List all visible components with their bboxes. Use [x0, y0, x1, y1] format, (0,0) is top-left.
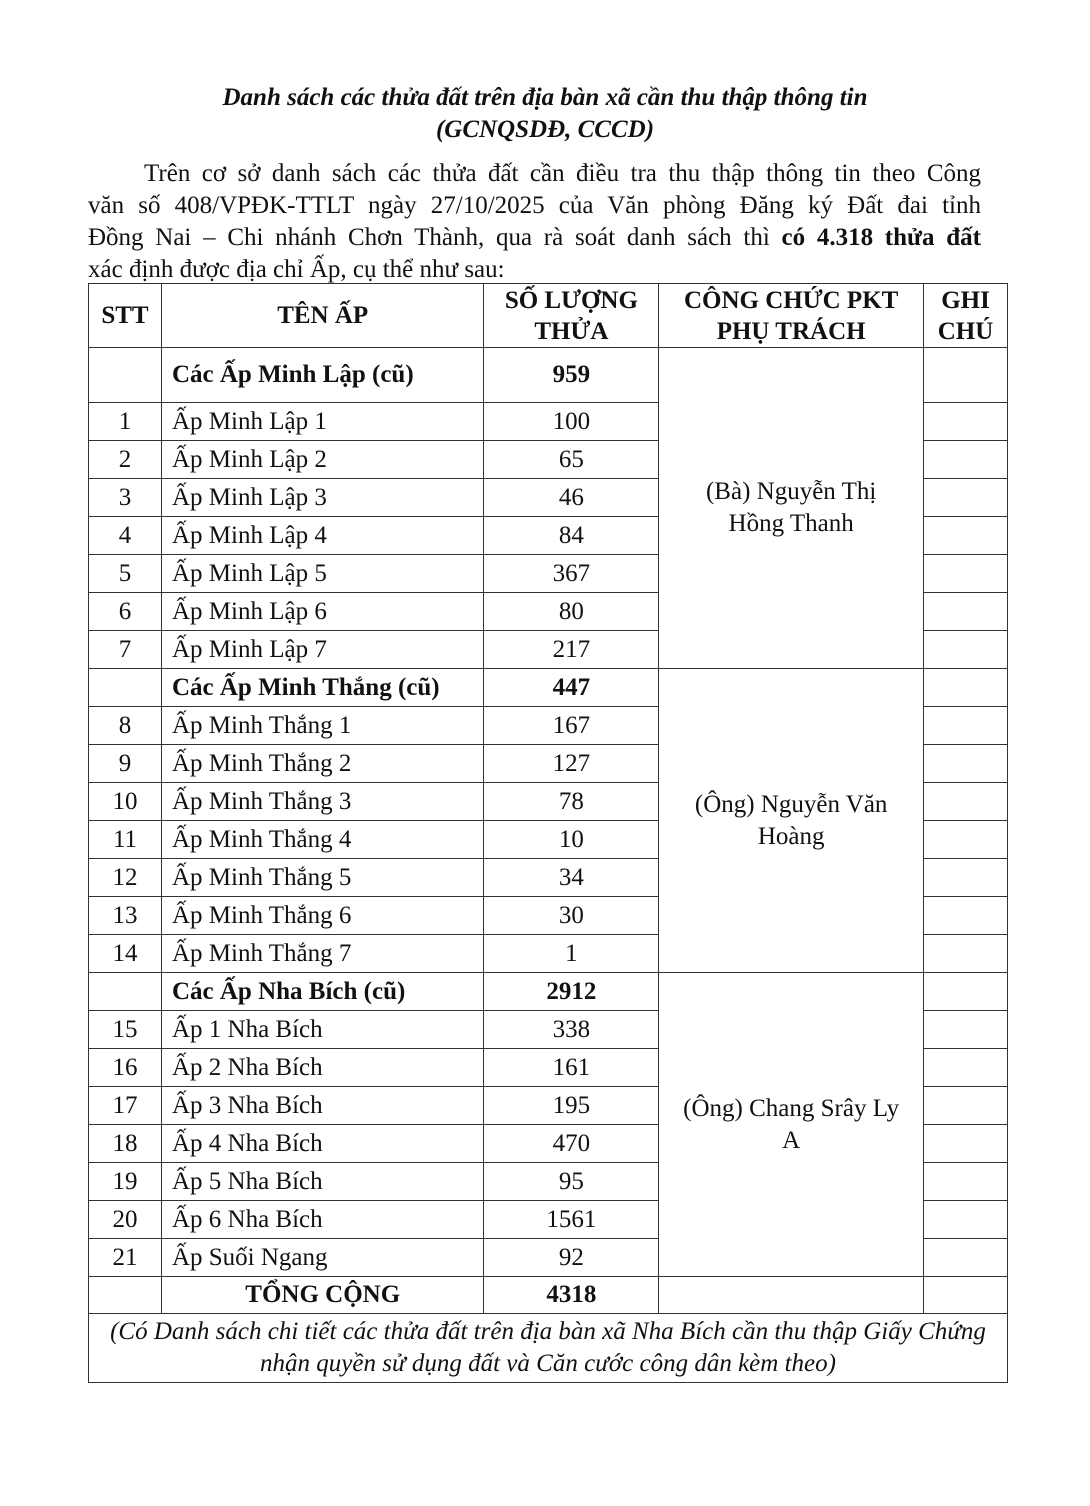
hamlet-table	[88, 283, 1008, 1383]
intro-line-3	[88, 222, 981, 254]
row-stt: 7	[89, 631, 162, 669]
note-cell	[924, 631, 1008, 669]
row-count: 34	[484, 859, 659, 897]
row-stt: 16	[89, 1049, 162, 1087]
officer-in-charge	[659, 348, 924, 669]
row-count: 46	[484, 479, 659, 517]
group-name: Các Ấp Minh Lập (cũ)	[161, 348, 483, 403]
note-cell	[924, 517, 1008, 555]
row-name: Ấp Minh Thắng 4	[161, 821, 483, 859]
note-cell	[924, 973, 1008, 1011]
row-stt: 11	[89, 821, 162, 859]
row-count: 100	[484, 403, 659, 441]
note-cell	[924, 1239, 1008, 1277]
total-stt	[89, 1277, 162, 1314]
row-stt: 21	[89, 1239, 162, 1277]
row-count: 470	[484, 1125, 659, 1163]
note-cell	[924, 669, 1008, 707]
row-count: 65	[484, 441, 659, 479]
row-count: 195	[484, 1087, 659, 1125]
row-stt: 2	[89, 441, 162, 479]
row-stt: 1	[89, 403, 162, 441]
group-stt	[89, 669, 162, 707]
note-cell	[924, 348, 1008, 403]
officer-name: (Ông) Nguyễn Văn Hoàng	[694, 790, 888, 850]
note-cell	[924, 707, 1008, 745]
footnote-text: (Có Danh sách chi tiết các thửa đất trên địa bàn xã Nha Bích cần thu thập Giấy Chứng nhận quyền sử dụng đất và Căn cước công dân kèm theo)	[110, 1318, 986, 1377]
row-name: Ấp 3 Nha Bích	[161, 1087, 483, 1125]
row-name: Ấp Minh Thắng 5	[161, 859, 483, 897]
group-name: Các Ấp Nha Bích (cũ)	[161, 973, 483, 1011]
note-cell	[924, 1163, 1008, 1201]
title-line-1: Danh sách các thửa đất trên địa bàn xã cần thu thập thông tin	[222, 84, 868, 111]
row-name: Ấp Minh Lập 5	[161, 555, 483, 593]
row-count: 161	[484, 1049, 659, 1087]
header-count: SỐ LƯỢNG THỬA	[484, 284, 659, 348]
group-total: 959	[484, 348, 659, 403]
row-name: Ấp Minh Lập 1	[161, 403, 483, 441]
row-name: Ấp Minh Lập 4	[161, 517, 483, 555]
note-cell	[924, 441, 1008, 479]
row-name: Ấp Minh Thắng 3	[161, 783, 483, 821]
group-stt	[89, 348, 162, 403]
row-stt: 9	[89, 745, 162, 783]
header-name: TÊN ẤP	[161, 284, 483, 348]
note-cell	[924, 859, 1008, 897]
row-name: Ấp Minh Thắng 6	[161, 897, 483, 935]
row-stt: 3	[89, 479, 162, 517]
note-cell	[924, 821, 1008, 859]
group-row	[89, 669, 1008, 707]
note-cell	[924, 593, 1008, 631]
row-count: 1561	[484, 1201, 659, 1239]
row-name: Ấp Minh Thắng 7	[161, 935, 483, 973]
row-name: Ấp 6 Nha Bích	[161, 1201, 483, 1239]
total-row	[89, 1277, 1008, 1314]
note-cell	[924, 403, 1008, 441]
row-stt: 20	[89, 1201, 162, 1239]
row-stt: 4	[89, 517, 162, 555]
group-row	[89, 348, 1008, 403]
row-stt: 17	[89, 1087, 162, 1125]
row-name: Ấp Minh Lập 7	[161, 631, 483, 669]
intro-highlight: có 4.318 thửa đất	[781, 224, 981, 251]
row-count: 80	[484, 593, 659, 631]
row-count: 10	[484, 821, 659, 859]
row-name: Ấp Minh Lập 2	[161, 441, 483, 479]
row-count: 1	[484, 935, 659, 973]
row-stt: 14	[89, 935, 162, 973]
row-name: Ấp 5 Nha Bích	[161, 1163, 483, 1201]
row-count: 217	[484, 631, 659, 669]
group-total: 2912	[484, 973, 659, 1011]
intro-line-4: xác định được địa chỉ Ấp, cụ thể như sau:	[88, 256, 505, 283]
row-name: Ấp Minh Lập 3	[161, 479, 483, 517]
row-stt: 5	[89, 555, 162, 593]
officer-in-charge	[659, 973, 924, 1277]
intro-line-2: văn số 408/VPĐK-TTLT ngày 27/10/2025 của Văn phòng Đăng ký Đất đai tỉnh	[88, 192, 981, 219]
row-name: Ấp Minh Thắng 1	[161, 707, 483, 745]
row-count: 78	[484, 783, 659, 821]
row-name: Ấp Suối Ngang	[161, 1239, 483, 1277]
row-name: Ấp 2 Nha Bích	[161, 1049, 483, 1087]
row-stt: 19	[89, 1163, 162, 1201]
total-note	[924, 1277, 1008, 1314]
note-cell	[924, 935, 1008, 973]
row-count: 30	[484, 897, 659, 935]
note-cell	[924, 479, 1008, 517]
note-cell	[924, 1201, 1008, 1239]
row-count: 167	[484, 707, 659, 745]
header-stt: STT	[89, 284, 162, 348]
note-cell	[924, 897, 1008, 935]
table-header-row	[89, 284, 1008, 348]
row-stt: 15	[89, 1011, 162, 1049]
footnote	[89, 1314, 1008, 1383]
row-name: Ấp 1 Nha Bích	[161, 1011, 483, 1049]
row-stt: 10	[89, 783, 162, 821]
note-cell	[924, 1125, 1008, 1163]
header-note: GHI CHÚ	[924, 284, 1008, 348]
title-line-2: (GCNQSDĐ, CCCD)	[435, 116, 655, 143]
row-stt: 12	[89, 859, 162, 897]
footnote-row	[89, 1314, 1008, 1383]
row-count: 92	[484, 1239, 659, 1277]
group-stt	[89, 973, 162, 1011]
group-name: Các Ấp Minh Thắng (cũ)	[161, 669, 483, 707]
row-name: Ấp Minh Lập 6	[161, 593, 483, 631]
note-cell	[924, 1087, 1008, 1125]
row-stt: 6	[89, 593, 162, 631]
officer-in-charge	[659, 669, 924, 973]
intro-paragraph	[88, 158, 981, 286]
document-title	[0, 82, 1090, 146]
note-cell	[924, 745, 1008, 783]
row-stt: 13	[89, 897, 162, 935]
row-name: Ấp Minh Thắng 2	[161, 745, 483, 783]
note-cell	[924, 783, 1008, 821]
group-total: 447	[484, 669, 659, 707]
table-body	[89, 348, 1008, 1383]
row-count: 338	[484, 1011, 659, 1049]
row-count: 367	[484, 555, 659, 593]
total-officer	[659, 1277, 924, 1314]
note-cell	[924, 555, 1008, 593]
note-cell	[924, 1049, 1008, 1087]
officer-name: (Ông) Chang Srây Ly A	[683, 1094, 900, 1154]
header-officer: CÔNG CHỨC PKT PHỤ TRÁCH	[659, 284, 924, 348]
row-count: 84	[484, 517, 659, 555]
intro-line-1: Trên cơ sở danh sách các thửa đất cần điều tra thu thập thông tin theo Công	[144, 160, 981, 187]
total-label: TỔNG CỘNG	[161, 1277, 483, 1314]
row-count: 95	[484, 1163, 659, 1201]
row-stt: 8	[89, 707, 162, 745]
group-row	[89, 973, 1008, 1011]
row-stt: 18	[89, 1125, 162, 1163]
row-name: Ấp 4 Nha Bích	[161, 1125, 483, 1163]
intro-line-3-text: Đồng Nai – Chi nhánh Chơn Thành, qua rà soát danh sách thì	[88, 224, 782, 251]
total-value: 4318	[484, 1277, 659, 1314]
note-cell	[924, 1011, 1008, 1049]
officer-name: (Bà) Nguyễn Thị Hồng Thanh	[705, 478, 877, 537]
row-count: 127	[484, 745, 659, 783]
